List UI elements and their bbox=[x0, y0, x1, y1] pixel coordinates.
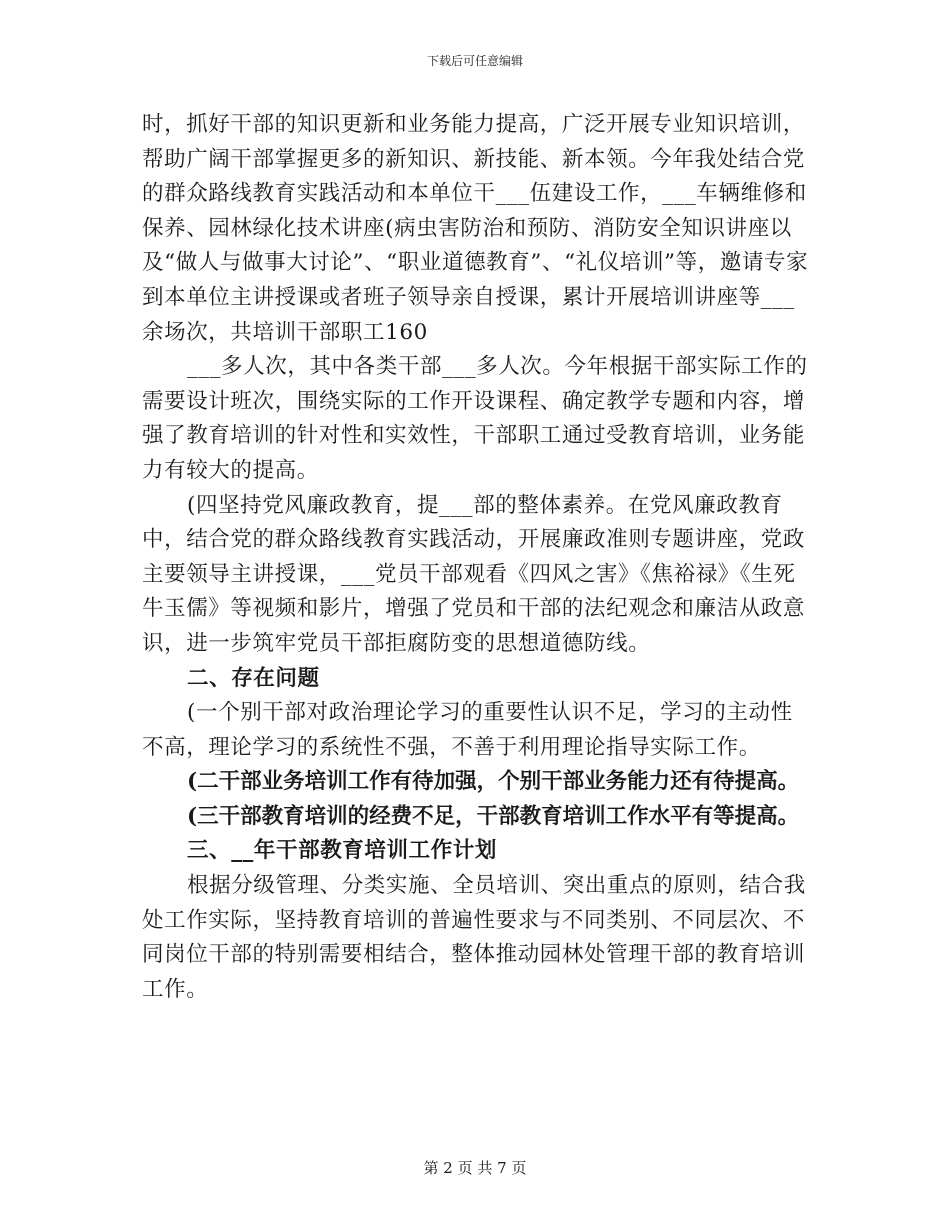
section-heading-problems: 二、存在问题 bbox=[187, 665, 320, 691]
paragraph-problem-1: (一个别干部对政治理论学习的重要性认识不足，学习的主动性不高，理论学习的系统性不强，不善于利用理论指导实际工作。 bbox=[142, 700, 793, 760]
paragraph-training-results: ___多人次，其中各类干部___多人次。今年根据干部实际工作的需要设计班次，围绕实际的工作开设课程、确定教学专题和内容，增强了教育培训的针对性和实效性，干部职工通过受教育培训，业务能力有较大的提高。 bbox=[142, 354, 808, 483]
paragraph-integrity-education: (四坚持党风廉政教育，提___部的整体素养。在党风廉政教育中，结合党的群众路线教育实践活动，开展廉政准则专题讲座，党政主要领导主讲授课，___党员干部观看《四风之害》《焦裕禄》《生死牛玉儒》等视频和影片，增强了党员和干部的法纪观念和廉洁从政意识，进一步筑牢党员干部拒腐防变的思想道德防线。 bbox=[142, 492, 806, 656]
section-heading-plan: 三、__年干部教育培训工作计划 bbox=[187, 838, 498, 864]
paragraph-problem-2: (二干部业务培训工作有待加强，个别干部业务能力还有待提高。 bbox=[187, 769, 800, 795]
document-body bbox=[142, 108, 810, 1007]
paragraph-plan-principles: 根据分级管理、分类实施、全员培训、突出重点的原则，结合我处工作实际，坚持教育培训的普遍性要求与不同类别、不同层次、不同岗位干部的特别需要相结合，整体推动园林处管理干部的教育培训工作。 bbox=[142, 873, 806, 1002]
page-footer: 第 2 页 共 7 页 bbox=[423, 1159, 527, 1177]
page-header: 下载后可任意编辑 bbox=[426, 54, 523, 68]
paragraph-training-activities: 时，抓好干部的知识更新和业务能力提高，广泛开展专业知识培训，帮助广阔干部掌握更多的新知识、新技能、新本领。今年我处结合党的群众路线教育实践活动和本单位干___伍建设工作，___车辆维修和保养、园林绿化技术讲座(病虫害防治和预防、消防安全知识讲座以及“做人与做事大讨论”、“职业道德教育”、“礼仪培训”等，邀请专家到本单位主讲授课或者班子领导亲自授课，累计开展培训讲座等___余场次，共培训干部职工160 bbox=[142, 112, 809, 345]
paragraph-problem-3: (三干部教育培训的经费不足，干部教育培训工作水平有等提高。 bbox=[187, 803, 800, 829]
